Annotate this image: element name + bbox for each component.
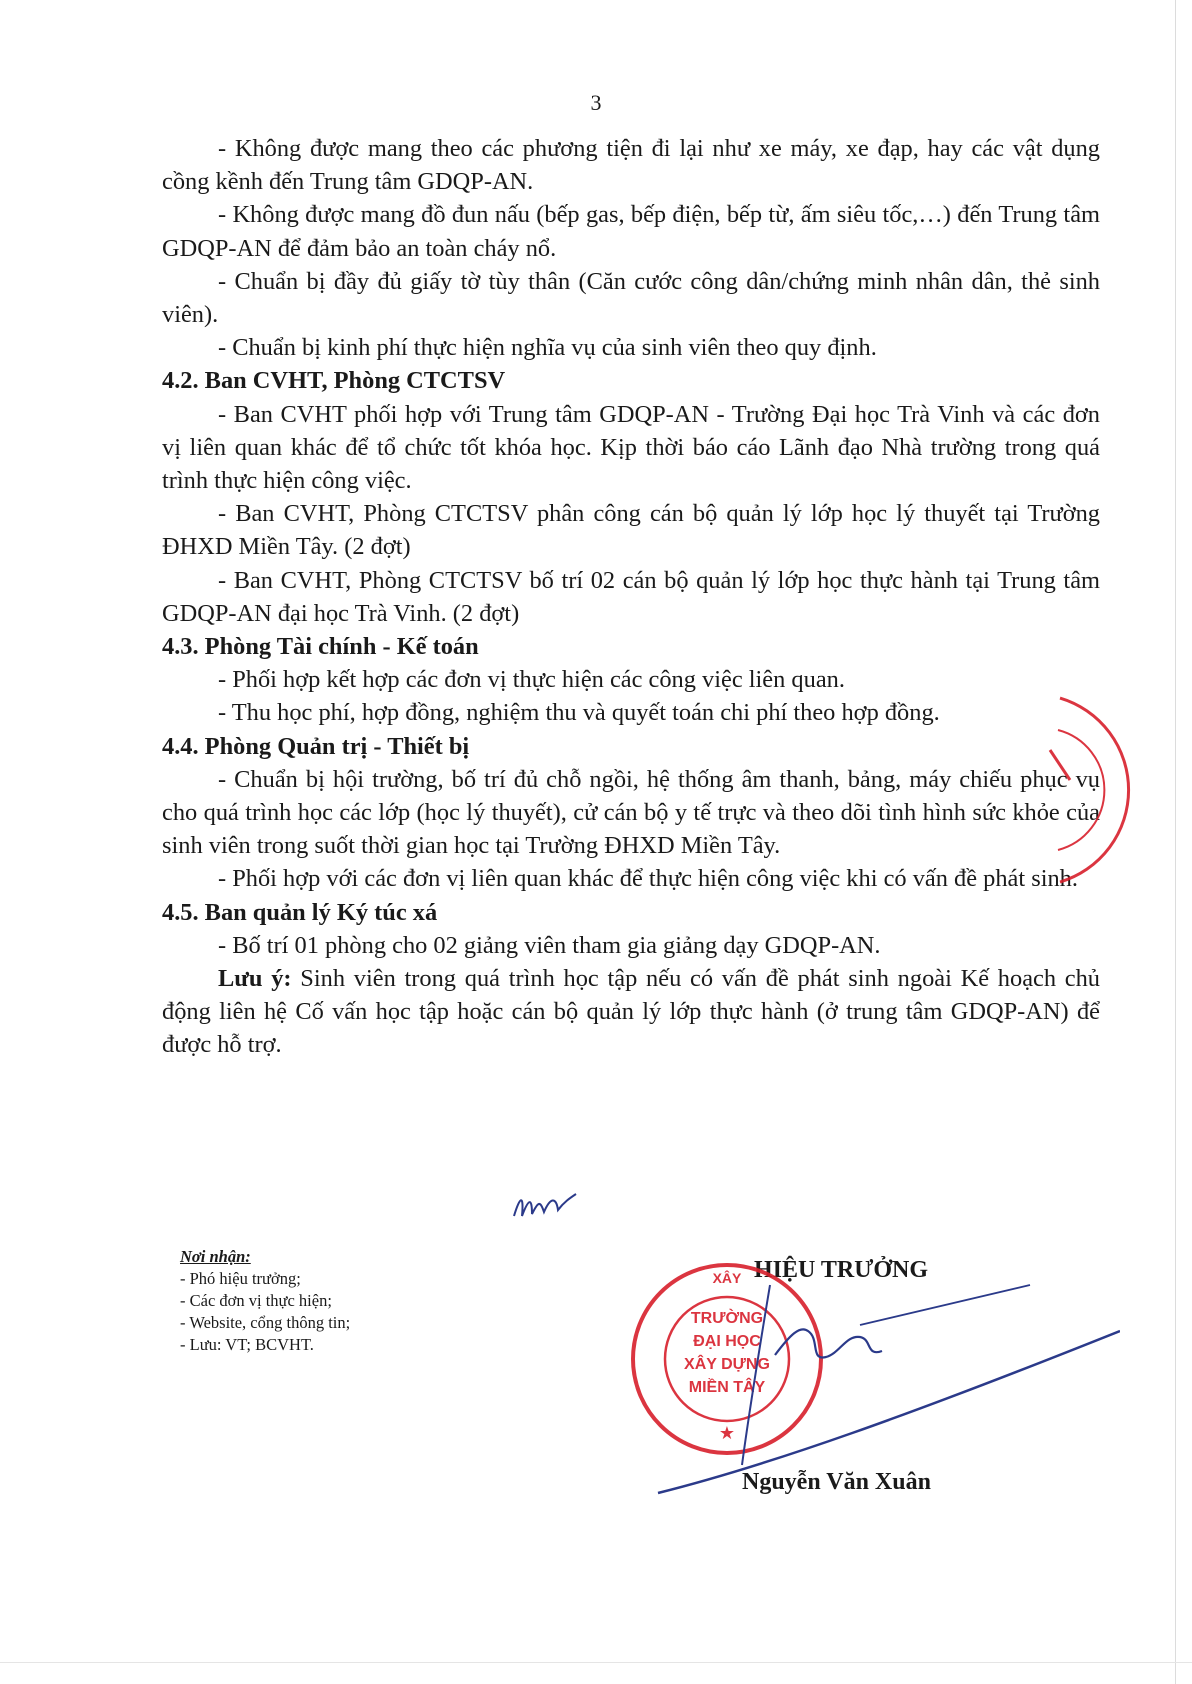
note-label: Lưu ý: — [218, 965, 292, 993]
note-text: Sinh viên trong quá trình học tập nếu có vấn đề phát sinh ngoài Kế hoạch chủ động liên hệ Cố vấn học tập hoặc cán bộ quản lý lớp thực hành (ở trung tâm GDQP-AN) để được hỗ trợ. — [162, 965, 1101, 1059]
document-body — [162, 132, 1100, 1062]
section-heading: 4.2. Ban CVHT, Phòng CTCTSV — [162, 367, 506, 395]
svg-text:XÂY DỰNG: XÂY DỰNG — [684, 1356, 770, 1373]
paragraph: - Không được mang đồ đun nấu (bếp gas, bếp điện, bếp từ, ấm siêu tốc,…) đến Trung tâm GDQP-AN để đảm bảo an toàn cháy nổ. — [162, 201, 1100, 262]
signer-name: Nguyễn Văn Xuân — [742, 1469, 931, 1495]
paragraph: - Chuẩn bị hội trường, bố trí đủ chỗ ngồi, hệ thống âm thanh, bảng, máy chiếu phục vụ cho quá trình học các lớp (học lý thuyết), cử cán bộ y tế trực và theo dõi tình hình sức khỏe của sinh viên trong suốt thời gian học tại Trường ĐHXD Miền Tây. — [162, 765, 1100, 860]
recipient-item: - Website, cổng thông tin; — [180, 1313, 351, 1332]
recipient-item: - Phó hiệu trưởng; — [180, 1269, 301, 1288]
svg-text:TRƯỜNG: TRƯỜNG — [690, 1310, 764, 1327]
svg-text:★: ★ — [718, 1423, 736, 1444]
paragraph: - Ban CVHT phối hợp với Trung tâm GDQP-AN - Trường Đại học Trà Vinh và các đơn vị liên quan khác để tổ chức tốt khóa học. Kịp thời báo cáo Lãnh đạo Nhà trường trong quá trình thực hiện công việc. — [162, 400, 1100, 495]
paragraph: - Bố trí 01 phòng cho 02 giảng viên tham gia giảng dạy GDQP-AN. — [218, 931, 881, 959]
recipient-item: - Các đơn vị thực hiện; — [180, 1291, 332, 1310]
note-paragraph — [162, 962, 1100, 1062]
paragraph: - Phối hợp với các đơn vị liên quan khác để thực hiện công việc khi có vấn đề phát sinh. — [218, 865, 1078, 893]
recipients-title: Nơi nhận: — [180, 1247, 251, 1266]
svg-text:XÂY: XÂY — [712, 1270, 742, 1286]
initials-signature — [510, 1186, 580, 1226]
section-heading: 4.3. Phòng Tài chính - Kế toán — [162, 633, 479, 661]
paragraph: - Thu học phí, hợp đồng, nghiệm thu và quyết toán chi phí theo hợp đồng. — [218, 699, 940, 727]
section-heading: 4.4. Phòng Quản trị - Thiết bị — [162, 732, 470, 760]
paragraph: - Không được mang theo các phương tiện đi lại như xe máy, xe đạp, hay các vật dụng cồng kềnh đến Trung tâm GDQP-AN. — [162, 135, 1100, 196]
section-heading: 4.5. Ban quản lý Ký túc xá — [162, 898, 438, 926]
recipient-item: - Lưu: VT; BCVHT. — [180, 1335, 314, 1354]
recipients-block — [180, 1246, 350, 1356]
paragraph: - Ban CVHT, Phòng CTCTSV bố trí 02 cán bộ quản lý lớp học thực hành tại Trung tâm GDQP-AN đại học Trà Vinh. (2 đợt) — [162, 566, 1100, 627]
paragraph: - Chuẩn bị đầy đủ giấy tờ tùy thân (Căn cước công dân/chứng minh nhân dân, thẻ sinh viên). — [162, 267, 1100, 329]
signer-title: HIỆU TRƯỞNG — [754, 1257, 929, 1283]
page-edge — [1175, 0, 1176, 1684]
page-number: 3 — [590, 90, 602, 115]
paragraph: - Ban CVHT, Phòng CTCTSV phân công cán bộ quản lý lớp học lý thuyết tại Trường ĐHXD Miền Tây. (2 đợt) — [162, 500, 1100, 561]
paragraph: - Chuẩn bị kinh phí thực hiện nghĩa vụ của sinh viên theo quy định. — [218, 334, 877, 362]
page-edge — [0, 1662, 1192, 1663]
paragraph: - Phối hợp kết hợp các đơn vị thực hiện các công việc liên quan. — [218, 666, 845, 694]
margin-seal — [1040, 690, 1160, 890]
svg-text:MIỀN TÂY: MIỀN TÂY — [688, 1379, 766, 1396]
svg-text:ĐẠI HỌC: ĐẠI HỌC — [693, 1333, 761, 1350]
